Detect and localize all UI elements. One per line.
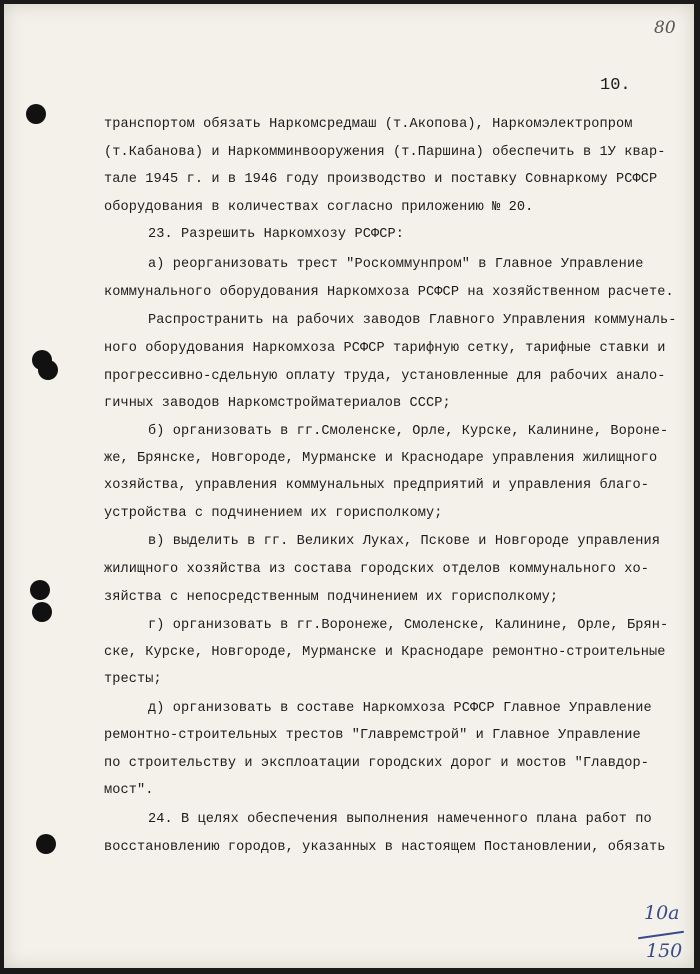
text-line: ремонтно-строительных трестов "Главремстрой" и Главное Управление (104, 728, 641, 743)
punch-hole (32, 602, 52, 622)
text-line: же, Брянске, Новгороде, Мурманске и Краснодаре управления жилищного (104, 451, 658, 466)
text-line: в) выделить в гг. Великих Луках, Пскове и Новгороде управления (148, 534, 660, 549)
text-line: (т.Кабанова) и Наркомминвооружения (т.Паршина) обеспечить в 1У квар- (104, 145, 666, 160)
text-line: ного оборудования Наркомхоза РСФСР тарифную сетку, тарифные ставки и (104, 341, 666, 356)
punch-hole (36, 834, 56, 854)
text-line: восстановлению городов, указанных в настоящем Постановлении, обязать (104, 840, 666, 855)
text-line: гичных заводов Наркомстройматериалов СССР; (104, 396, 451, 411)
sheet-number-bottom: 150 (646, 940, 683, 962)
text-line: д) организовать в составе Наркомхоза РСФСР Главное Управление (148, 701, 652, 716)
page-number: 10. (600, 76, 631, 95)
punch-hole (30, 580, 50, 600)
fraction-bar (638, 931, 684, 939)
text-line: тале 1945 г. и в 1946 году производство и поставку Совнаркому РСФСР (104, 172, 658, 187)
sheet-number-top: 10а (644, 902, 680, 924)
text-line: 23. Разрешить Наркомхозу РСФСР: (148, 227, 404, 242)
text-line: а) реорганизовать трест "Роскоммунпром" в Главное Управление (148, 257, 644, 272)
text-line: транспортом обязать Наркомсредмаш (т.Акопова), Наркомэлектропром (104, 117, 633, 132)
text-line: коммунального оборудования Наркомхоза РСФСР на хозяйственном расчете. (104, 285, 674, 300)
document-page (4, 4, 694, 968)
punch-hole (38, 360, 58, 380)
text-line: мост". (104, 783, 154, 798)
text-line: оборудования в количествах согласно приложению № 20. (104, 200, 534, 215)
text-line: тресты; (104, 672, 162, 687)
text-line: зяйства с непосредственным подчинением их горисполкому; (104, 590, 559, 605)
text-line: хозяйства, управления коммунальных предприятий и управления благо- (104, 478, 649, 493)
text-line: прогрессивно-сдельную оплату труда, установленные для рабочих анало- (104, 369, 666, 384)
punch-hole (26, 104, 46, 124)
text-line: 24. В целях обеспечения выполнения намеченного плана работ по (148, 812, 652, 827)
text-line: ске, Курске, Новгороде, Мурманске и Краснодаре ремонтно-строительные (104, 645, 666, 660)
text-line: Распространить на рабочих заводов Главного Управления коммуналь- (148, 313, 677, 328)
text-line: устройства с подчинением их горисполкому; (104, 506, 443, 521)
text-line: г) организовать в гг.Воронеже, Смоленске, Калинине, Орле, Брян- (148, 618, 669, 633)
archive-folio-number: 80 (654, 18, 676, 38)
handwritten-sheet-number (634, 902, 694, 968)
text-line: б) организовать в гг.Смоленске, Орле, Курске, Калинине, Вороне- (148, 424, 669, 439)
text-line: жилищного хозяйства из состава городских отделов коммунального хо- (104, 562, 649, 577)
text-line: по строительству и эксплоатации городских дорог и мостов "Главдор- (104, 756, 649, 771)
